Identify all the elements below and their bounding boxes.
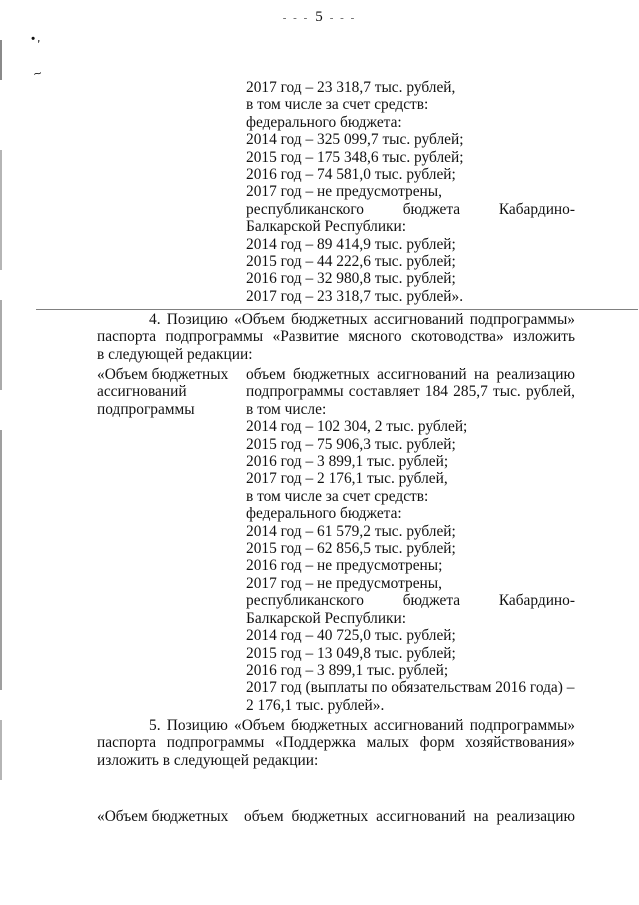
- section-4-intro-line: [97, 311, 575, 328]
- text-line: 5. Позицию «Объем бюджетных ассигнований подпрограммы»: [149, 717, 575, 734]
- text-line: 2016 год – не предусмотрены;: [246, 557, 443, 575]
- scan-speck-mark: •,: [28, 31, 42, 46]
- text-line: в том числе:: [246, 400, 327, 418]
- text-line: в том числе за счет средств:: [246, 487, 429, 505]
- text-line: объем бюджетных ассигнований на реализацию: [246, 366, 575, 383]
- text-line: 2017 год – не предусмотрены,: [246, 574, 442, 592]
- text-line: 2016 год – 3 899,1 тыс. рублей;: [246, 661, 449, 679]
- page-number-value: 5: [315, 9, 324, 25]
- section-4-paragraph: [97, 311, 575, 363]
- text-line: подпрограммы составляет 184 285,7 тыс. рублей,: [246, 383, 575, 401]
- text-line: 2017 год – 23 318,7 тыс. рублей,: [246, 79, 456, 96]
- label-line: «Объем бюджетных: [97, 366, 229, 383]
- text-line: республиканского бюджета Кабардино-: [246, 200, 575, 218]
- text-line: Балкарской Республики:: [246, 609, 407, 627]
- text-line: федерального бюджета:: [246, 505, 402, 523]
- label-line: подпрограммы: [97, 400, 195, 418]
- text-line: 2015 год – 75 906,3 тыс. рублей;: [246, 435, 456, 453]
- scan-edge-artifacts: [0, 0, 18, 905]
- text-line: паспорта подпрограммы «Поддержка малых форм хозяйствования»: [97, 734, 575, 752]
- label-line: ассигнований: [97, 383, 187, 401]
- section-5-intro-line: [97, 717, 575, 734]
- section-5-value: объем бюджетных ассигнований на реализацию: [244, 808, 575, 825]
- text-line: 2017 год (выплаты по обязательствам 2016 года) –: [246, 679, 575, 697]
- text-line: изложить в следующей редакции:: [97, 751, 319, 769]
- text-line: 2015 год – 62 856,5 тыс. рублей;: [246, 540, 456, 558]
- text-line: в следующей редакции:: [97, 345, 253, 363]
- text-line: 2017 год – 2 176,1 тыс. рублей,: [246, 470, 448, 488]
- text-line: 2014 год – 325 099,7 тыс. рублей;: [246, 131, 464, 149]
- text-line: 2014 год – 102 304, 2 тыс. рублей;: [246, 418, 468, 436]
- section-4-funding-values: [246, 366, 575, 714]
- text-line: 2016 год – 74 581,0 тыс. рублей;: [246, 166, 456, 184]
- text-line: 2015 год – 13 049,8 тыс. рублей;: [246, 644, 456, 662]
- text-line: паспорта подпрограммы «Развитие мясного скотоводства» изложить: [97, 328, 575, 346]
- page-number-dots-left: - - -: [282, 12, 310, 24]
- scan-line-artifact: [36, 309, 638, 310]
- text-line: 2016 год – 3 899,1 тыс. рублей;: [246, 453, 449, 471]
- text-line: 2014 год – 40 725,0 тыс. рублей;: [246, 627, 456, 645]
- text-line: 4. Позицию «Объем бюджетных ассигнований подпрограммы»: [149, 311, 575, 328]
- text-line: 2015 год – 175 348,6 тыс. рублей;: [246, 148, 464, 166]
- text-line: 2017 год – не предусмотрены,: [246, 183, 442, 201]
- text-line: Балкарской Республики:: [246, 218, 407, 236]
- text-line: 2014 год – 89 414,9 тыс. рублей;: [246, 235, 456, 253]
- section-5-paragraph: [97, 717, 575, 769]
- section-4-label: [97, 366, 237, 418]
- text-line: федерального бюджета:: [246, 113, 402, 131]
- text-line: республиканского бюджета Кабардино-: [246, 592, 575, 610]
- section-5-label: «Объем бюджетных: [97, 808, 229, 825]
- scan-speck-mark: ~: [31, 66, 44, 81]
- text-line: 2016 год – 32 980,8 тыс. рублей;: [246, 270, 456, 288]
- text-line: 2017 год – 23 318,7 тыс. рублей».: [246, 287, 464, 305]
- text-line: 2 176,1 тыс. рублей».: [246, 696, 385, 714]
- page-number-dots-right: - - -: [329, 12, 357, 24]
- page-number: [0, 9, 639, 26]
- text-line: 2014 год – 61 579,2 тыс. рублей;: [246, 522, 456, 540]
- continued-funding-block: [246, 79, 575, 305]
- text-line: 2015 год – 44 222,6 тыс. рублей;: [246, 253, 456, 271]
- text-line: в том числе за счет средств:: [246, 96, 429, 114]
